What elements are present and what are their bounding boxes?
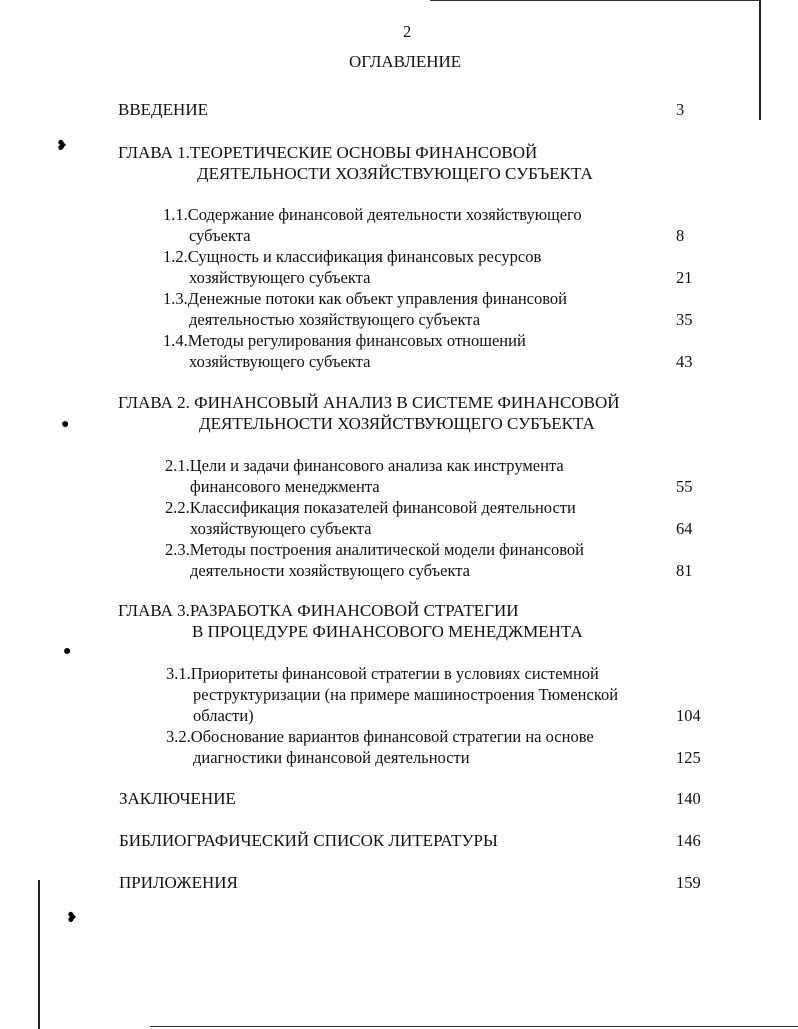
toc-section: субъекта <box>189 226 251 245</box>
chapter-heading: ГЛАВА 2. ФИНАНСОВЫЙ АНАЛИЗ В СИСТЕМЕ ФИНАНСОВОЙ <box>118 393 620 412</box>
toc-page: 125 <box>676 748 701 767</box>
toc-section: 3.1.Приоритеты финансовой стратегии в условиях системной <box>166 664 599 683</box>
toc-section: 3.2.Обоснование вариантов финансовой стратегии на основе <box>166 727 594 746</box>
scan-edge-right <box>759 0 761 120</box>
toc-entry-bibliography: БИБЛИОГРАФИЧЕСКИЙ СПИСОК ЛИТЕРАТУРЫ <box>119 831 498 850</box>
toc-page-intro: 3 <box>676 100 685 119</box>
toc-page: 8 <box>676 226 685 245</box>
toc-page: 43 <box>676 352 693 371</box>
toc-page: 21 <box>676 268 693 287</box>
page-title: ОГЛАВЛЕНИЕ <box>349 52 462 71</box>
toc-section: хозяйствующего субъекта <box>190 519 372 538</box>
toc-section: деятельностью хозяйствующего субъекта <box>189 310 481 329</box>
scan-edge-left <box>38 880 40 1029</box>
toc-page-appendices: 159 <box>676 873 701 892</box>
toc-section: области) <box>193 706 254 725</box>
scan-edge-bottom <box>150 1026 798 1027</box>
toc-section: 2.2.Классификация показателей финансовой деятельности <box>165 498 576 517</box>
toc-entry-intro: ВВЕДЕНИЕ <box>118 100 208 119</box>
scan-edge-top <box>430 0 760 1</box>
toc-page-conclusion: 140 <box>676 789 701 808</box>
punch-hole-mark: ❥ <box>66 911 78 926</box>
page-number: 2 <box>403 22 412 41</box>
toc-section: хозяйствующего субъекта <box>189 268 371 287</box>
toc-entry-appendices: ПРИЛОЖЕНИЯ <box>119 873 238 892</box>
punch-hole-mark: ❥ <box>56 139 68 154</box>
toc-section: диагностики финансовой деятельности <box>193 748 470 767</box>
toc-section: 2.3.Методы построения аналитической модели финансовой <box>165 540 584 559</box>
toc-page: 64 <box>676 519 693 538</box>
toc-section: 1.2.Сущность и классификация финансовых ресурсов <box>163 247 542 266</box>
toc-page: 55 <box>676 477 693 496</box>
toc-section: 1.1.Содержание финансовой деятельности хозяйствующего <box>163 205 582 224</box>
toc-entry-conclusion: ЗАКЛЮЧЕНИЕ <box>119 789 236 808</box>
punch-hole-mark: ● <box>63 644 72 659</box>
toc-page: 104 <box>676 706 701 725</box>
punch-hole-mark: ● <box>61 417 70 432</box>
toc-section: финансового менеджмента <box>190 477 380 496</box>
toc-section: деятельности хозяйствующего субъекта <box>190 561 471 580</box>
toc-section: 1.3.Денежные потоки как объект управления финансовой <box>163 289 567 308</box>
chapter-heading: ГЛАВА 1.ТЕОРЕТИЧЕСКИЕ ОСНОВЫ ФИНАНСОВОЙ <box>118 143 538 162</box>
toc-section: 2.1.Цели и задачи финансового анализа как инструмента <box>165 456 564 475</box>
chapter-heading: ДЕЯТЕЛЬНОСТИ ХОЗЯЙСТВУЮЩЕГО СУБЪЕКТА <box>197 164 593 183</box>
toc-section: реструктуризации (на примере машиностроения Тюменской <box>193 685 619 704</box>
chapter-heading: ДЕЯТЕЛЬНОСТИ ХОЗЯЙСТВУЮЩЕГО СУБЪЕКТА <box>199 414 595 433</box>
chapter-heading: ГЛАВА 3.РАЗРАБОТКА ФИНАНСОВОЙ СТРАТЕГИИ <box>118 601 519 620</box>
toc-page: 81 <box>676 561 693 580</box>
toc-section: 1.4.Методы регулирования финансовых отношений <box>163 331 526 350</box>
chapter-heading: В ПРОЦЕДУРЕ ФИНАНСОВОГО МЕНЕДЖМЕНТА <box>192 622 583 641</box>
toc-page-bibliography: 146 <box>676 831 701 850</box>
toc-page: 35 <box>676 310 693 329</box>
toc-section: хозяйствующего субъекта <box>189 352 371 371</box>
